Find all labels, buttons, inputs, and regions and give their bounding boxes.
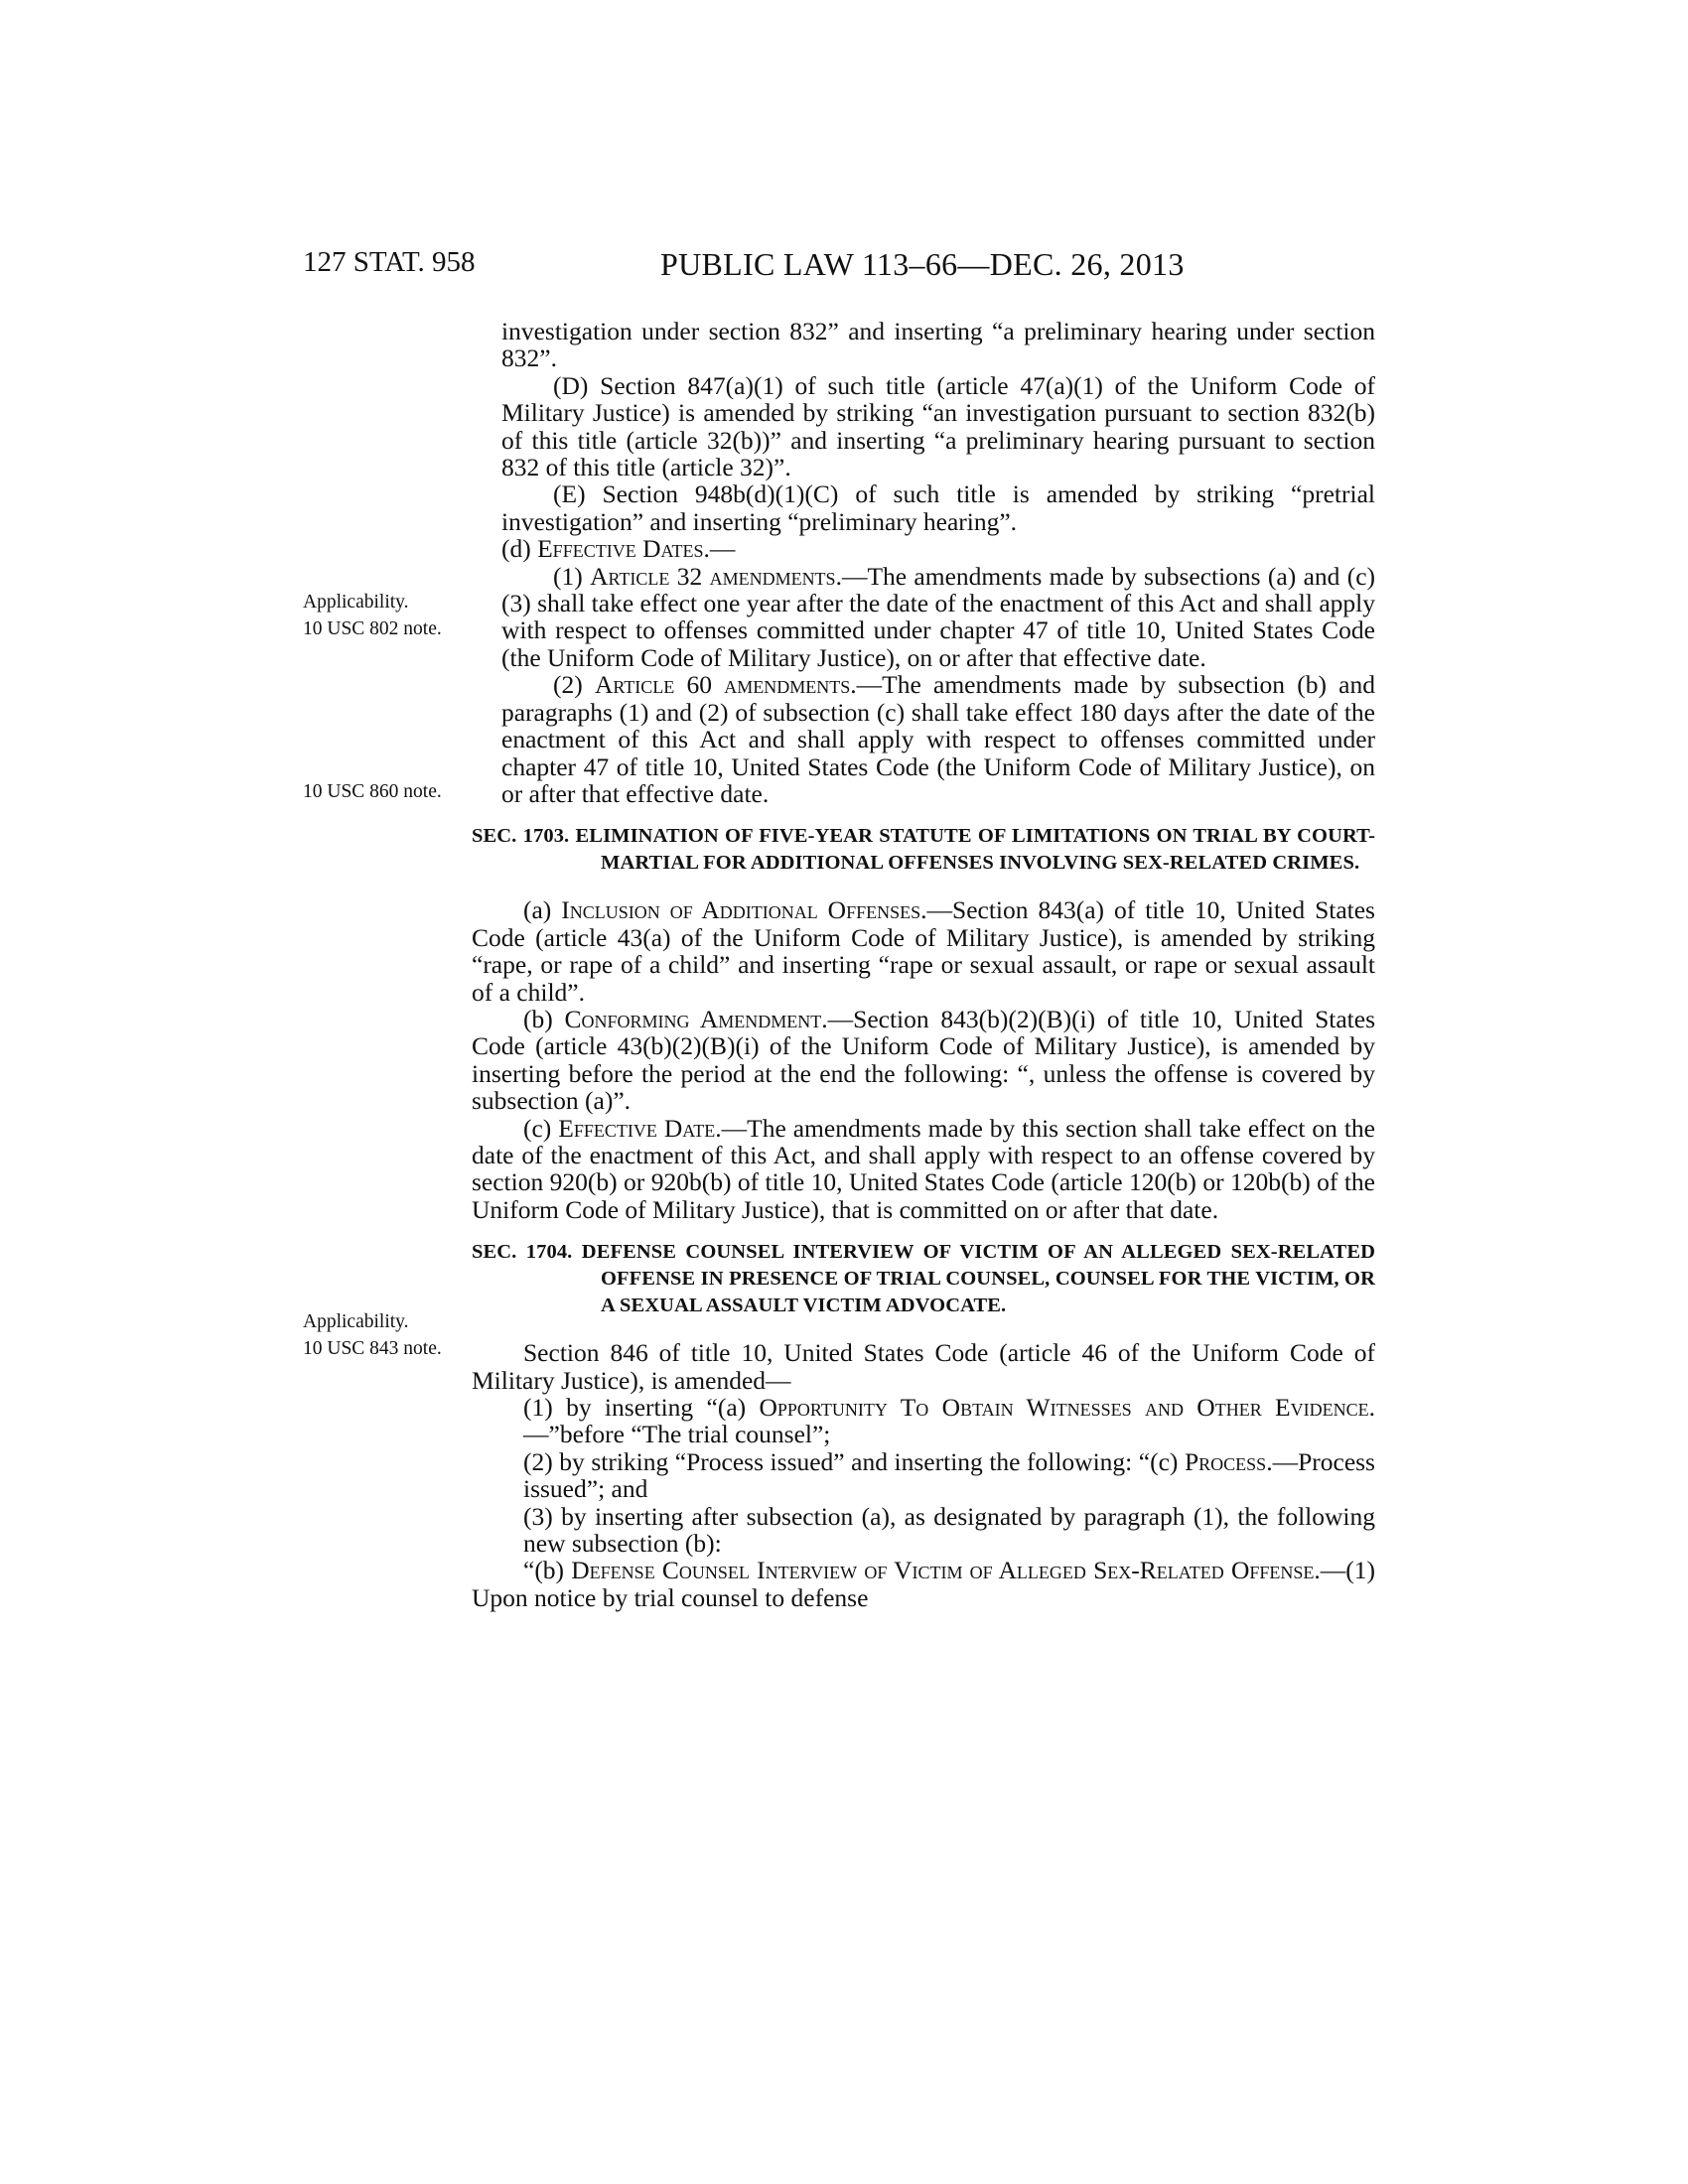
- margin-note-applicability-843: [303, 1308, 492, 1362]
- item-heading: Opportunity To Obtain Witnesses and Other Evidence: [759, 1393, 1369, 1422]
- item-text: (1) by inserting “(a): [523, 1393, 760, 1422]
- subsection-a: [472, 896, 1375, 1006]
- amendment-item-2: [472, 1448, 1375, 1503]
- law-title: PUBLIC LAW 113–66—DEC. 26, 2013: [660, 246, 1185, 282]
- item-heading: Defense Counsel Interview of Victim of Alleged Sex-Related Offense: [571, 1556, 1315, 1585]
- quoted-subsection-b: [472, 1557, 1375, 1611]
- subsection-heading: Effective Dates: [537, 534, 704, 564]
- margin-note-citation: 10 USC 860 note.: [303, 781, 442, 802]
- margin-note-citation: 10 USC 802 note.: [303, 618, 442, 639]
- margin-note-label: Applicability.: [303, 592, 409, 613]
- subsection-label: (a): [523, 895, 562, 925]
- paragraph-text: .—The amendments made by subsection (b) and paragraphs (1) and (2) of subsection (c) shall take effect 180 days after the date of the enactment of this Act and shall apply with respect to offenses committed under chapter 47 of title 10, United States Code (the Uniform Code of Military Justice), on or after that effective date.: [501, 670, 1375, 808]
- subsection-label: (d): [501, 534, 538, 564]
- item-text: “(b): [523, 1556, 572, 1585]
- paragraph-continuation: investigation under section 832” and inserting “a preliminary hearing under section 832”.: [501, 317, 1375, 373]
- amendment-item-3: (3) by inserting after subsection (a), as designated by paragraph (1), the following new subsection (b):: [523, 1501, 1375, 1559]
- paragraph-d1: [501, 563, 1375, 672]
- subsection-d: [501, 535, 1375, 562]
- paragraph-d2: [501, 671, 1375, 807]
- margin-note-citation: 10 USC 843 note.: [303, 1338, 442, 1359]
- paragraph-label: (2): [553, 670, 595, 700]
- subsection-heading: Effective Date: [558, 1113, 716, 1143]
- item-text: (2) by striking “Process issued” and inserting the following: “(c): [523, 1446, 1185, 1476]
- margin-note-applicability-802: [303, 589, 492, 642]
- paragraph-heading: Article 60 amendments: [594, 670, 851, 700]
- section-846-intro: Section 846 of title 10, United States Code (article 46 of the Uniform Code of Military Justice), is amended—: [472, 1338, 1375, 1395]
- margin-note-label: Applicability.: [303, 1311, 409, 1332]
- page-header: [303, 246, 1375, 290]
- subsection-label: (b): [523, 1004, 565, 1033]
- subsection-text: .—The amendments made by this section shall take effect on the date of the enactment of this Act, and shall apply with respect to an offense covered by section 920(b) or 920b(b) of title 10, United States Code (article 120(b) or 120b(b) of the Uniform Code of Military Justice), that is committed on or after that date.: [472, 1113, 1375, 1224]
- amendment-item-1: [472, 1394, 1375, 1448]
- item-text: .—”before “The trial counsel”;: [523, 1393, 1375, 1449]
- subsection-text: .—Section 843(a) of title 10, United States Code (article 43(a) of the Uniform Code of Military Justice), is amended by striking “rape, or rape of a child” and inserting “rape or sexual assault, or rape or sexual assault of a child”.: [472, 895, 1375, 1007]
- margin-note-860: [303, 778, 492, 805]
- paragraph-label: (1): [553, 561, 591, 591]
- subsection-label: (c): [523, 1113, 559, 1143]
- item-heading: Process: [1184, 1446, 1267, 1476]
- subsection-c: [472, 1115, 1375, 1224]
- item-text: .—(1) Upon notice by trial counsel to defense: [472, 1556, 1375, 1612]
- paragraph-e-948b: (E) Section 948b(d)(1)(C) of such title is amended by striking “pretrial investigation” and inserting “preliminary hearing”.: [501, 479, 1375, 536]
- page-number: 127 STAT. 958: [303, 246, 476, 278]
- paragraph-text: .—The amendments made by subsections (a) and (c)(3) shall take effect one year after the date of the enactment of this Act and shall apply with respect to offenses committed under chapter 47 of title 10, United States Code (the Uniform Code of Military Justice), on or after that effective date.: [501, 561, 1376, 672]
- item-text: .—Process issued”; and: [523, 1446, 1375, 1504]
- subsection-text: .—Section 843(b)(2)(B)(i) of title 10, United States Code (article 43(b)(2)(B)(i) of the Uniform Code of Military Justice), is amended by inserting before the period at the end the following: “, unless the offense is covered by subsection (a)”.: [472, 1004, 1375, 1116]
- paragraph-heading: Article 32 amendments: [590, 561, 836, 591]
- subsection-heading: Inclusion of Additional Offenses: [561, 895, 921, 925]
- section-heading-1703: SEC. 1703. ELIMINATION OF FIVE-YEAR STATUTE OF LIMITATIONS ON TRIAL BY COURT-MARTIAL FOR ADDITIONAL OFFENSES INVOLVING SEX-RELATED CRIMES.: [472, 825, 1375, 875]
- section-heading-1704: SEC. 1704. DEFENSE COUNSEL INTERVIEW OF VICTIM OF AN ALLEGED SEX-RELATED OFFENSE IN PRESENCE OF TRIAL COUNSEL, COUNSEL FOR THE VICTIM, OR A SEXUAL ASSAULT VICTIM ADVOCATE.: [472, 1241, 1375, 1317]
- subsection-b: [472, 1006, 1375, 1115]
- paragraph-d-847: (D) Section 847(a)(1) of such title (article 47(a)(1) of the Uniform Code of Military Justice) is amended by striking “an investigation pursuant to section 832(b) of this title (article 32(b))” and inserting “a preliminary hearing pursuant to section 832 of this title (article 32)”.: [501, 370, 1375, 482]
- subsection-heading: Conforming Amendment: [564, 1004, 822, 1033]
- document-body: [472, 317, 1376, 1612]
- heading-dash: .—: [703, 534, 736, 564]
